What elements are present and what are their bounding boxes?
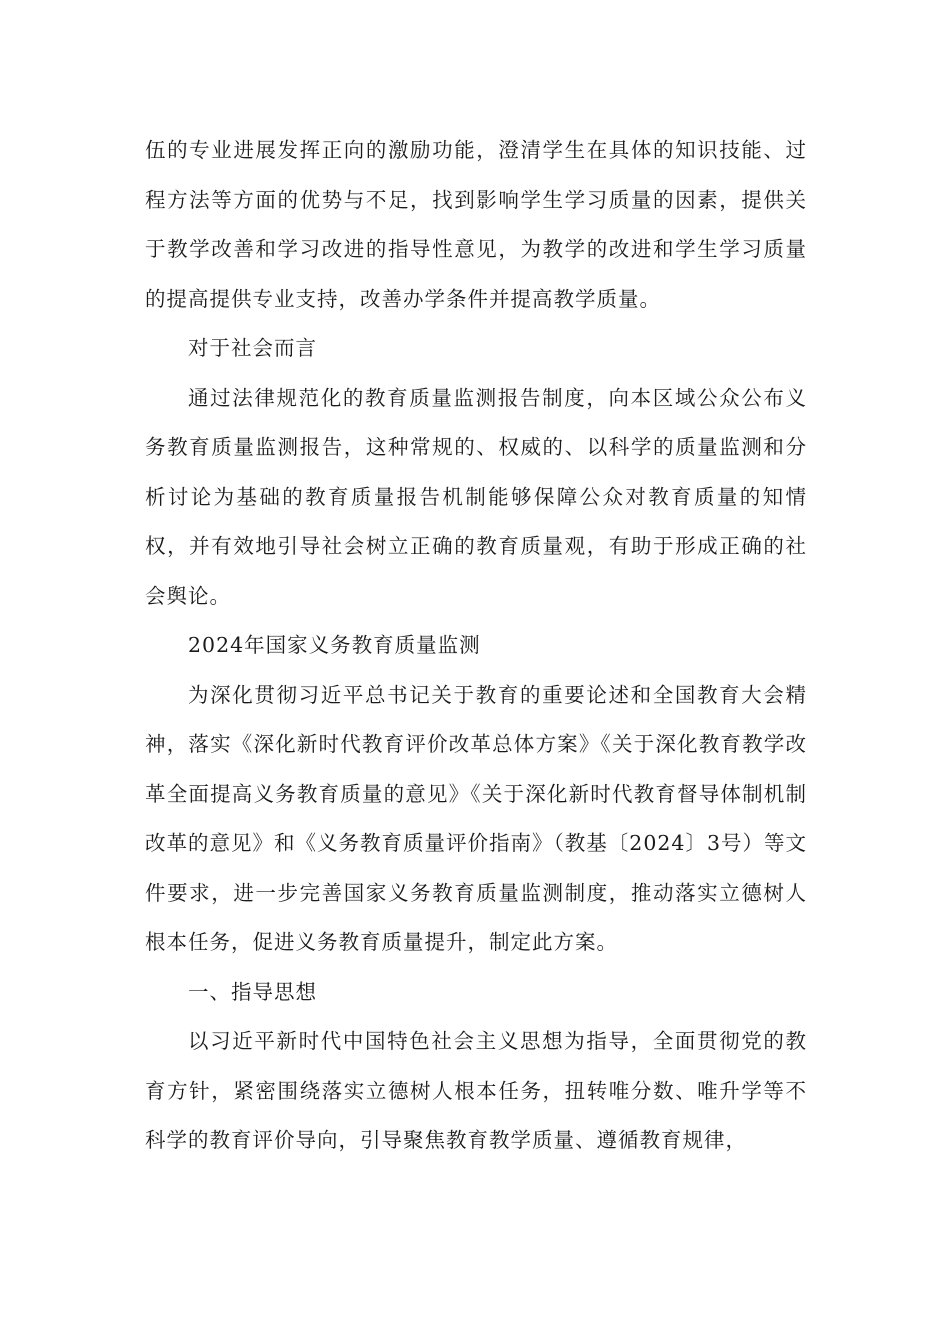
document-body xyxy=(145,126,807,1166)
section-heading-monitoring-2024: 2024年国家义务教育质量监测 xyxy=(188,633,481,657)
section-heading-society: 对于社会而言 xyxy=(188,336,317,360)
paragraph-monitoring-purpose: 为深化贯彻习近平总书记关于教育的重要论述和全国教育大会精神，落实《深化新时代教育评价改革总体方案》《关于深化教育教学改革全面提高义务教育质量的意见》《关于深化新时代教育督导体制机制改革的意见》和《义务教育质量评价指南》（教基〔2024〕3号）等文件要求，进一步完善国家义务教育质量监测制度，推动落实立德树人根本任务，促进义务教育质量提升，制定此方案。 xyxy=(145,682,807,954)
paragraph-guiding-ideology: 以习近平新时代中国特色社会主义思想为指导，全面贯彻党的教育方针，紧密围绕落实立德树人根本任务，扭转唯分数、唯升学等不科学的教育评价导向，引导聚焦教育教学质量、遵循教育规律， xyxy=(145,1029,807,1152)
paragraph-continuation: 伍的专业进展发挥正向的激励功能，澄清学生在具体的知识技能、过程方法等方面的优势与不足，找到影响学生学习质量的因素，提供关于教学改善和学习改进的指导性意见，为教学的改进和学生学习质量的提高提供专业支持，改善办学条件并提高教学质量。 xyxy=(145,138,807,311)
section-heading-guiding-ideology: 一、指导思想 xyxy=(188,979,317,1004)
paragraph-society: 通过法律规范化的教育质量监测报告制度，向本区域公众公布义务教育质量监测报告，这种常规的、权威的、以科学的质量监测和分析讨论为基础的教育质量报告机制能够保障公众对教育质量的知情权，并有效地引导社会树立正确的教育质量观，有助于形成正确的社会舆论。 xyxy=(145,385,807,608)
